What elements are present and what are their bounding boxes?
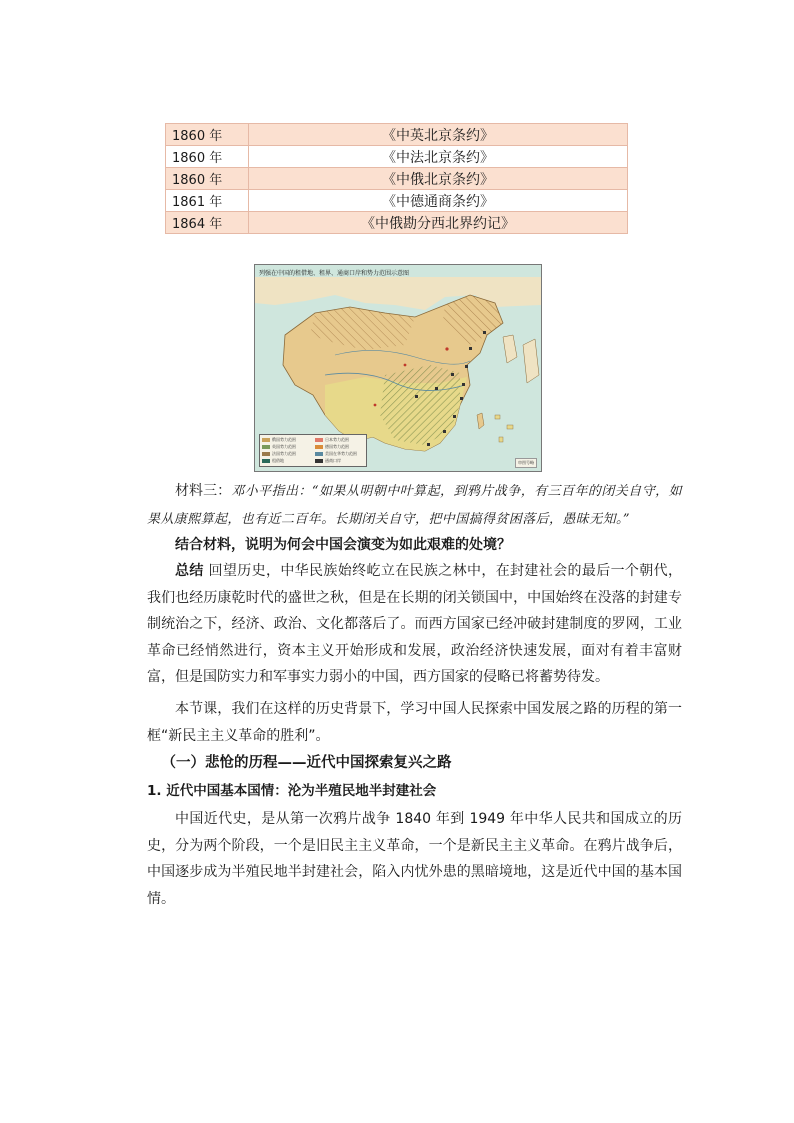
treaty-name: 《中法北京条约》 bbox=[249, 146, 628, 168]
material-quote: 邓小平指出：“如果从明朝中叶算起，到鸦片战争，有三百年的闭关自守，如果从康熙算起，也有近二百年。长期闭关自守，把中国搞得贫困落后，愚昧无知。” bbox=[147, 484, 683, 527]
treaty-name: 《中英北京条约》 bbox=[249, 124, 628, 146]
legend-item bbox=[315, 458, 364, 464]
legend-label: 日本势力范围 bbox=[325, 437, 349, 442]
table-row bbox=[166, 168, 628, 190]
legend-item bbox=[315, 451, 364, 457]
legend-label: 通商口岸 bbox=[325, 458, 341, 463]
subsection-heading: 1. 近代中国基本国情：沦为半殖民地半封建社会 bbox=[147, 783, 437, 799]
treaty-year: 1861 年 bbox=[166, 190, 249, 212]
treaty-year: 1860 年 bbox=[166, 168, 249, 190]
section-heading: （一）悲怆的历程——近代中国探索复兴之路 bbox=[161, 755, 452, 771]
legend-swatch bbox=[315, 438, 323, 442]
legend-label: 俄国势力范围 bbox=[272, 437, 296, 442]
table-row bbox=[166, 212, 628, 234]
legend-label: 德国势力范围 bbox=[325, 444, 349, 449]
lesson-intro-paragraph: 本节课，我们在这样的历史背景下，学习中国人民探索中国发展之路的历程的第一框“新民主主义革命的胜利”。 bbox=[147, 701, 682, 744]
historical-map-image bbox=[254, 264, 542, 472]
legend-item bbox=[262, 458, 311, 464]
legend-swatch bbox=[315, 445, 323, 449]
legend-item bbox=[315, 437, 364, 443]
table-row bbox=[166, 124, 628, 146]
legend-item bbox=[262, 437, 311, 443]
discussion-question: 结合材料，说明为何会中国会演变为如此艰难的处境？ bbox=[175, 537, 511, 553]
summary-paragraph bbox=[147, 558, 682, 691]
material-label: 材料三： bbox=[175, 483, 232, 499]
legend-item bbox=[262, 451, 311, 457]
treaty-year: 1860 年 bbox=[166, 124, 249, 146]
treaty-name: 《中德通商条约》 bbox=[249, 190, 628, 212]
body-paragraph: 中国近代史，是从第一次鸦片战争 1840 年到 1949 年中华人民共和国成立的历史，分为两个阶段，一个是旧民主主义革命，一个是新民主主义革命。在鸦片战争后，中国逐步成为半殖民地半封建社会，陷入内忧外患的黑暗境地，这是近代中国的基本国情。 bbox=[147, 811, 682, 907]
legend-label: 英国势力范围 bbox=[272, 444, 296, 449]
map-title: 列强在中国的租借地、租界、通商口岸和势力范围示意图 bbox=[259, 270, 410, 277]
treaty-name: 《中俄勘分西北界约记》 bbox=[249, 212, 628, 234]
legend-swatch bbox=[315, 459, 323, 463]
summary-text: 回望历史，中华民族始终屹立在民族之林中，在封建社会的最后一个朝代，我们也经历康乾时代的盛世之秋，但是在长期的闭关锁国中，中国始终在没落的封建专制统治之下，经济、政治、文化都落后了。而西方国家已经冲破封建制度的罗网，工业革命已经悄然进行，资本主义开始形成和发展，政治经济快速发展，面对有着丰富财富，但是国防实力和军事实力弱小的中国，西方国家的侵略已将蓄势待发。 bbox=[147, 563, 683, 685]
legend-item bbox=[315, 444, 364, 450]
treaty-year: 1860 年 bbox=[166, 146, 249, 168]
table-row bbox=[166, 146, 628, 168]
summary-label: 总结 bbox=[175, 563, 204, 579]
legend-swatch bbox=[262, 459, 270, 463]
map-legend bbox=[259, 434, 367, 467]
legend-swatch bbox=[262, 452, 270, 456]
legend-swatch bbox=[262, 438, 270, 442]
legend-swatch bbox=[315, 452, 323, 456]
legend-item bbox=[262, 444, 311, 450]
material-three-paragraph bbox=[147, 478, 682, 533]
treaty-table bbox=[165, 123, 628, 234]
legend-swatch bbox=[262, 445, 270, 449]
treaty-name: 《中俄北京条约》 bbox=[249, 168, 628, 190]
legend-label: 租借地 bbox=[272, 458, 284, 463]
treaty-year: 1864 年 bbox=[166, 212, 249, 234]
legend-label: 美国在华势力范围 bbox=[325, 451, 357, 456]
map-stamp: 审图号略 bbox=[515, 458, 537, 468]
legend-label: 法国势力范围 bbox=[272, 451, 296, 456]
table-row bbox=[166, 190, 628, 212]
